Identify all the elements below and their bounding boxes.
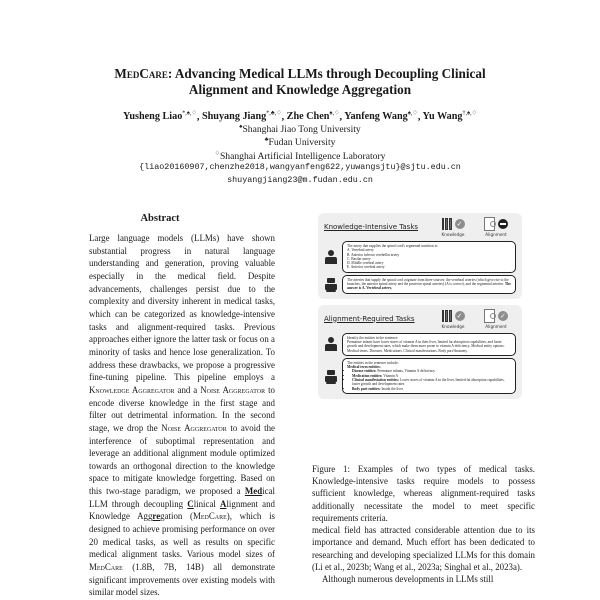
knowledge-aggregator-term: Knowledge Aggregator	[89, 384, 175, 395]
check-icon: ✓	[498, 311, 508, 321]
check-icon: ✓	[455, 219, 465, 229]
human-icon	[324, 250, 338, 264]
author: Yu Wang†,♠,♢	[422, 111, 478, 123]
model-answer-row	[324, 358, 516, 394]
figure-1	[318, 213, 522, 405]
user-question-row	[324, 241, 516, 273]
answer-bubble: The arteries that supply the spinal cord originate from three sources: the vertebral arteries (which give rise to the branches, the anterior spinal artery and the posterior spinal arteries) (A is correct), and the segmental arteries. The answer is A. Vertebral artery.	[342, 275, 516, 294]
email-line: {liao20160907,chenzhe2018,wangyanfeng622,yuwangsjtu}@sjtu.edu.cn	[139, 162, 461, 172]
model-name: MedCare	[192, 511, 227, 522]
affiliation: ♠Shanghai Jiao Tong University	[239, 124, 361, 136]
entity-item: • Medication entities: Vitamin A	[352, 374, 511, 378]
criterion-knowledge: ✓ Knowledge	[441, 311, 465, 329]
entity-item: • Disease entities: Premature infants, Vitamin A deficiency	[352, 369, 511, 373]
author: Yanfeng Wang♠,♢	[344, 111, 418, 123]
paper-title	[40, 66, 560, 98]
question-bubble: The artery that supplies the spinal cord's segmental nutrition is: A. Vertebral artery B. Anterior inferior cerebellar artery C. Basilar artery D. Middle cerebral artery E. Anterior cerebral artery	[342, 241, 516, 273]
criterion-knowledge: ✓ Knowledge	[441, 220, 465, 237]
entity-item: • Clinical manifestation entities: Lower stores of vitamin A in the liver, limited fat absorption capabilities, faster growth and development rates	[352, 378, 511, 387]
title-line1: : Advancing Medical LLMs through Decoupling Clinical	[167, 66, 486, 81]
noise-aggregator-term: Noise Aggregator	[200, 384, 266, 395]
affiliation: ♢Shanghai Artificial Intelligence Laboratory	[214, 151, 386, 163]
panel-title: Knowledge-Intensive Tasks	[324, 223, 419, 231]
knowledge-intensive-panel	[318, 213, 522, 299]
abstract-heading: Abstract	[140, 213, 180, 224]
email-line: shuyangjiang23@m.fudan.edu.cn	[227, 175, 373, 185]
criterion-alignment: Alignment	[476, 217, 516, 237]
books-icon	[442, 310, 452, 322]
abstract-body: Large language models (LLMs) have shown substantial progress in natural language understanding and generation, proving valuable especially in the medical field. Despite advancements, challenges persist due to the complexity and diversity inherent in medical tasks, which can be categorized as knowledge-intensive tasks and alignment-required tasks. Previous approaches either ignore the latter task or focus on a minority of tasks and hence lose generalization. To address these drawbacks, we propose a progressive fine-tuning pipeline. This pipeline employs a Knowledge Aggregator and a Noise Aggregator to encode diverse knowledge in the first stage and filter out detrimental information. In the second stage, we drop the Noise Aggregator to avoid the interference of suboptimal representation and leverage an additional alignment module optimized towards an orthogonal direction to the knowledge space to mitigate knowledge forgetting. Based on this two-stage paradigm, we proposed a Medical LLM through decoupling Clinical Alignment and Knowledge Aggregation (MedCare), which is designed to achieve promising performance on over 20 medical tasks, as well as results on specific medical alignment tasks. Various model sizes of MedCare (1.8B, 7B, 14B) all demonstrate significant improvements over existing models with similar model sizes.	[89, 233, 275, 598]
document-search-icon	[484, 309, 495, 323]
model-name: MedCare	[89, 562, 123, 573]
title-line2: Alignment and Knowledge Aggregation	[188, 82, 412, 97]
entity-item: • Body part entities: Inside the liver	[352, 387, 511, 391]
document-search-icon	[484, 217, 495, 231]
question-bubble: Identify the entities in the sentence: Premature infants have lower stores of vitamin A in their liver, limited fat absorption capabilities, and faster growth and development rates, which make them more prone to vitamin A deficiency. Medical entity options: Medical terms, Diseases, Medications, Clinical manifestations, Body part/Anatomy.	[342, 333, 516, 356]
panel-title: Alignment-Required Tasks	[324, 314, 415, 323]
author-list: Yusheng Liao*,♠,♢, Shuyang Jiang*,♣,♢, Zhe Chen♠,♢, Yanfeng Wang♠,♢, Yu Wang†,♠,♢	[122, 111, 478, 123]
human-icon	[324, 337, 338, 351]
body-paragraph: medical field has attracted considerable attention due to its importance and demand. Much effort has been dedicated to researching and developing specialized LLMs for this domain (Li et al., 2023b; Wang et al., 2023a; Singhal et al., 2023a). Although numerous developments in LLMs still	[312, 525, 535, 585]
check-icon: ✓	[455, 311, 465, 321]
robot-icon	[324, 277, 338, 291]
books-icon	[442, 218, 452, 230]
robot-icon	[324, 369, 338, 383]
title-model-name: MedCare	[114, 66, 168, 81]
author: Zhe Chen♠,♢	[286, 111, 340, 123]
criterion-alignment: ✓ Alignment	[476, 309, 516, 329]
noise-aggregator-term: Noise Aggregator	[161, 422, 227, 433]
answer-bubble: The entities in the sentence include: Medical term entities: • Disease entities: Premature infants, Vitamin A deficiency • Medication entities: Vitamin A • Clinical manifestation entities: Lower stores of vitamin A in the liver, limited fat absorption capabilities, faster growth and development rates • Body part entities: Inside the liver	[342, 358, 516, 394]
author: Shuyang Jiang*,♣,♢	[201, 111, 282, 123]
figure-caption: Figure 1: Examples of two types of medical tasks. Knowledge-intensive tasks require models to possess sufficient knowledge, whereas alignment-required tasks additionally necessitate the model to meet specific requirements criteria.	[312, 464, 535, 523]
alignment-required-panel	[318, 305, 522, 399]
model-answer-row	[324, 275, 516, 294]
user-question-row	[324, 333, 516, 356]
author: Yusheng Liao*,♠,♢	[122, 111, 197, 123]
no-entry-icon	[498, 219, 508, 229]
affiliation: ♣Fudan University	[264, 137, 336, 149]
